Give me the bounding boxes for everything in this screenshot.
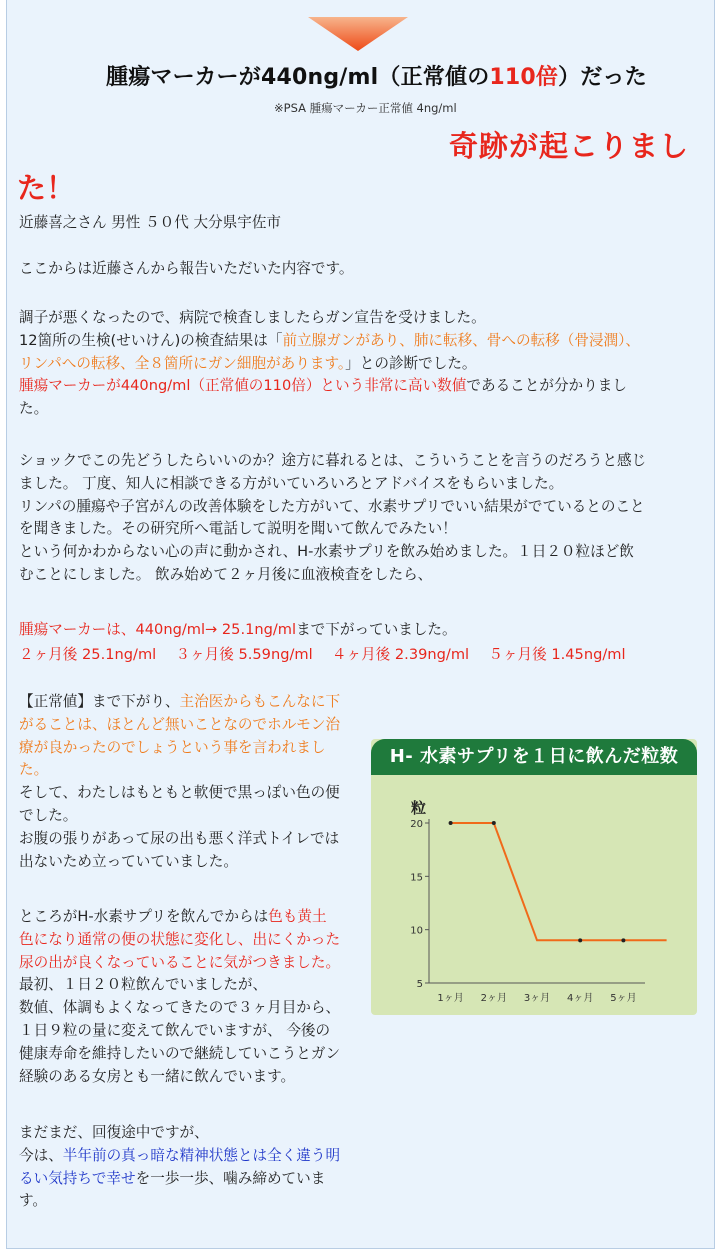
text-line: がることは、ほとんど無いことなのでホルモン治 [19, 715, 341, 733]
text-line [19, 906, 371, 929]
text-span: るい気持ちで幸せ [19, 1169, 136, 1187]
chart-y-tick-label: 5 [416, 979, 423, 990]
paragraph-results [19, 619, 709, 667]
miracle-heading-line2: た！ [17, 171, 76, 205]
text-line [19, 1145, 371, 1168]
text-line: でした。 [19, 806, 78, 824]
text-span: を一歩一歩、噛み締めていま [135, 1169, 326, 1187]
text-span: 前立腺ガンがあり、肺に転移、骨への転移（骨浸潤）、 [282, 331, 641, 349]
text-span: 色も黄土 [268, 908, 327, 925]
text-line: ました。 丁度、知人に相談できる方がいていろいろとアドバイスをもらいました。 [19, 474, 564, 492]
profile-line: 近藤喜之さん 男性 ５０代 大分県宇佐市 [19, 214, 282, 231]
text-line: を聞きました。その研究所へ電話して説明を聞いて飲んでみたい！ [19, 520, 457, 538]
text-span: 腫瘍マーカーは、440ng/ml→ 25.1ng/ml [19, 621, 297, 638]
text-span: 半年前の真っ暗な精神状態とは全く違う明 [62, 1146, 341, 1164]
text-line [19, 375, 709, 398]
text-line: 数値、体調もよくなってきたので３ヶ月目から、 [19, 999, 341, 1017]
text-line: ２ヶ月後 25.1ng/ml ３ヶ月後 5.59ng/ml ４ヶ月後 2.39ng/ml ５ヶ月後 1.45ng/ml [19, 645, 626, 663]
text-line: ショックでこの先どうしたらいいのか？途方に暮れるとは、こういうことを言うのだろうと感じ [19, 452, 647, 469]
text-line: 健康寿命を維持したいので継続していこうとガン [19, 1044, 341, 1062]
text-line: た。 [19, 400, 49, 418]
down-arrow-icon [308, 17, 408, 51]
chart-plot [371, 775, 697, 1015]
chart-y-tick-label: 10 [410, 925, 423, 937]
psa-note: ※PSA 腫瘍マーカー正常値 4ng/ml [274, 101, 457, 115]
headline [106, 60, 706, 91]
text-line [19, 330, 709, 353]
text-line: 出ないため立っていていました。 [19, 852, 238, 870]
text-line: す。 [19, 1192, 48, 1210]
paragraph-diagnosis [19, 307, 709, 421]
text-line: そして、わたしはもともと軟便で黒っぽい色の便 [19, 784, 340, 802]
paragraph-shock [19, 450, 709, 587]
text-line: むことにしました。 飲み始めて２ヶ月後に血液検査をしたら、 [19, 565, 433, 583]
chart-data-point [449, 821, 453, 825]
chart-series-line [451, 823, 667, 940]
chart-x-tick-label: 1ヶ月 [437, 993, 464, 1004]
paragraph-closing [19, 1122, 371, 1213]
text-line: 療が良かったのでしょうという事を言われまし [19, 738, 326, 756]
chart-y-label: 粒 [411, 799, 427, 817]
text-line: 経験のある女房とも一緒に飲んでいます。 [19, 1067, 296, 1085]
text-line: 調子が悪くなったので、病院で検査しましたらガン宣告を受けました。 [19, 309, 486, 326]
text-line: お腹の張りがあって尿の出も悪く洋式トイレでは [19, 829, 340, 847]
text-line [19, 691, 371, 714]
text-line: 色になり通常の便の状態に変化し、出にくかった [19, 930, 341, 948]
text-line: 最初、１日２０粒飲んでいましたが、 [19, 976, 268, 994]
pill-count-chart [371, 739, 697, 1015]
miracle-heading-line1: 奇跡が起こりまし [449, 129, 690, 163]
chart-x-tick-label: 5ヶ月 [610, 993, 637, 1004]
chart-x-tick-label: 4ヶ月 [567, 993, 594, 1004]
text-line [19, 1168, 371, 1191]
text-span: 【正常値】まで下がり、 [19, 693, 180, 710]
text-span: まで下がっていました。 [296, 621, 457, 638]
text-line [19, 353, 709, 376]
text-span: 」との診断でした。 [345, 354, 477, 372]
text-line: という何かわからない心の声に動かされ、H-水素サプリを飲み始めました。１日２０粒ほど飲 [19, 543, 634, 561]
text-span: 主治医からもこんなに下 [179, 693, 341, 710]
chart-y-tick-label: 20 [410, 819, 423, 830]
headline-highlight: 110倍 [489, 65, 559, 90]
text-line: まだまだ、回復途中ですが、 [19, 1124, 209, 1141]
chart-title: H- 水素サプリを１日に飲んだ粒数 [371, 739, 697, 775]
text-line [19, 619, 709, 642]
text-span: 12箇所の生検(せいけん)の検査結果は「 [19, 331, 283, 349]
text-span: 今は、 [19, 1146, 63, 1164]
intro-line: ここからは近藤さんから報告いただいた内容です。 [19, 260, 354, 277]
headline-prefix: 腫瘍マーカーが440ng/ml（正常値の [106, 65, 490, 90]
chart-data-point [492, 821, 496, 825]
chart-data-point [621, 938, 625, 942]
chart-data-point [578, 938, 582, 942]
text-line: た。 [19, 761, 49, 779]
text-line: リンパの腫瘍や子宮がんの改善体験をした方がいて、水素サプリでいい結果がでているとのこと [19, 497, 645, 515]
paragraph-normal [19, 691, 371, 873]
headline-suffix: ）だった [558, 65, 647, 90]
text-span: リンパへの転移、全８箇所にガン細胞があります。 [19, 354, 346, 372]
text-span: 腫瘍マーカーが440ng/ml（正常値の110倍）という非常に高い数値 [19, 377, 467, 395]
chart-y-tick-label: 15 [410, 872, 423, 884]
text-span: であることが分かりまし [466, 377, 627, 395]
chart-x-tick-label: 3ヶ月 [523, 993, 551, 1004]
text-span: ところがH-水素サプリを飲んでからは [19, 908, 269, 925]
text-line: １日９粒の量に変えて飲んでいますが、 今後の [19, 1021, 331, 1039]
chart-x-tick-label: 2ヶ月 [480, 993, 507, 1004]
text-line: 尿の出が良くなっていることに気がつきました。 [19, 953, 341, 971]
paragraph-improvement [19, 906, 371, 1088]
